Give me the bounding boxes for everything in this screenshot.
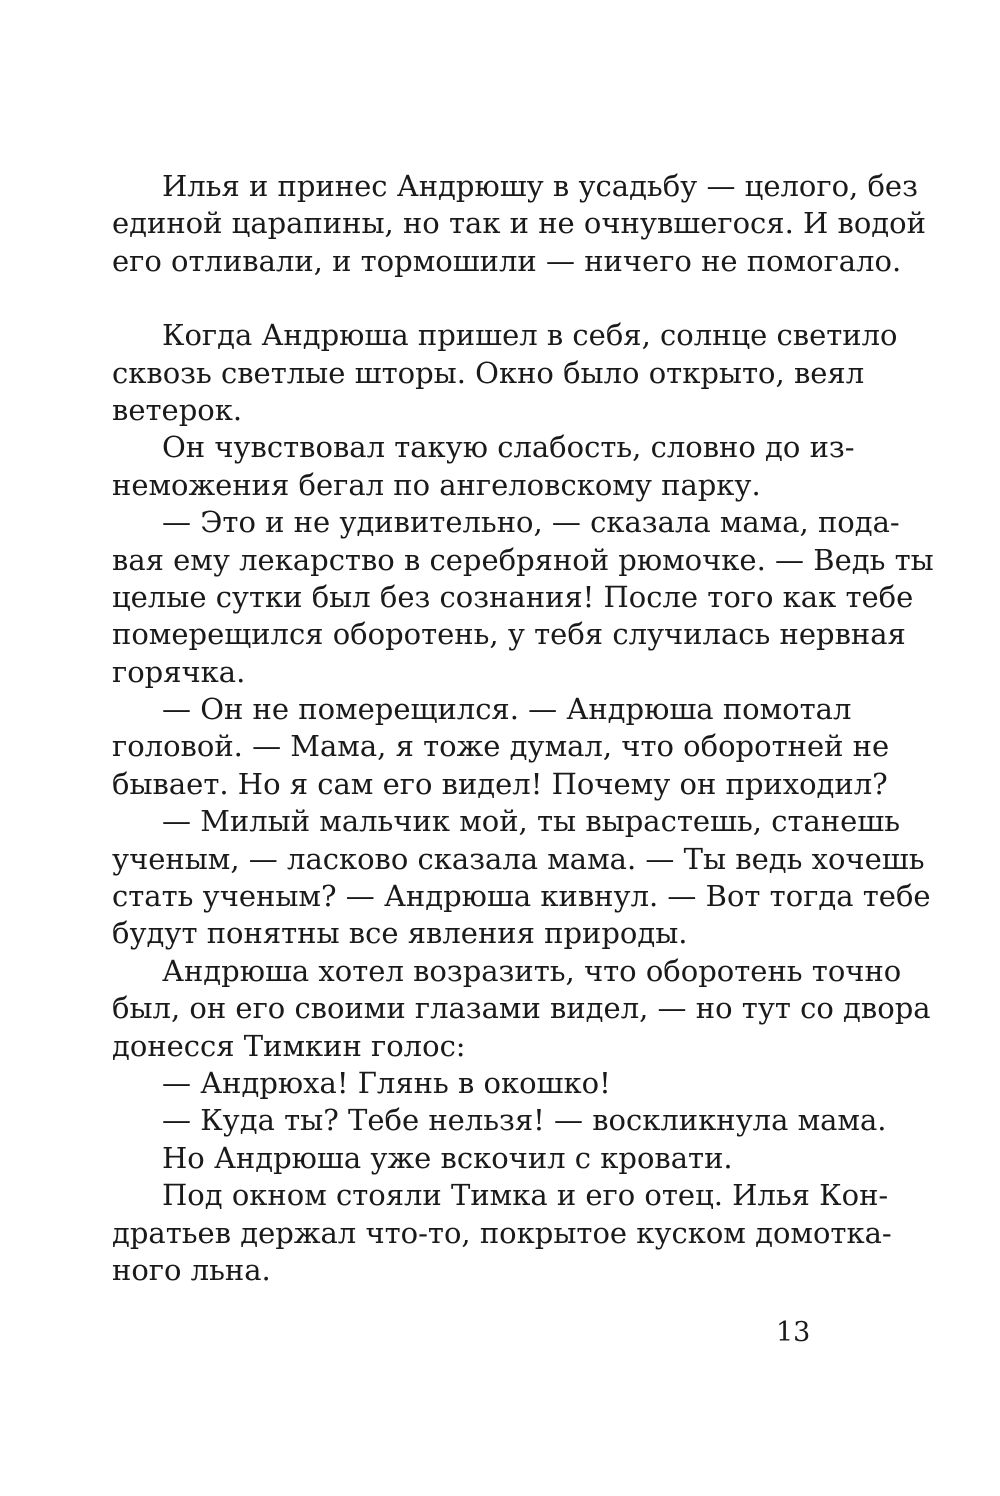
paragraph (112, 504, 934, 691)
text-line: головой. — Мама, я тоже думал, что оборотней не (112, 729, 890, 764)
text-line: — Милый мальчик мой, ты вырастешь, станешь (162, 804, 901, 839)
text-line: единой царапины, но так и не очнувшегося. И водой (112, 206, 926, 241)
text-line: дратьев держал что-то, покрытое куском домотка- (112, 1215, 892, 1250)
text-line: — Андрюха! Глянь в окошко! (162, 1065, 611, 1100)
paragraph (112, 691, 890, 803)
paragraph (112, 317, 898, 429)
text-line: будут понятны все явления природы. (112, 916, 688, 951)
paragraph (112, 1065, 812, 1102)
text-line: стать ученым? — Андрюша кивнул. — Вот тогда тебе (112, 879, 931, 914)
text-line: вая ему лекарство в серебряной рюмочке. — Ведь ты (112, 542, 934, 577)
text-line: Когда Андрюша пришел в себя, солнце светило (162, 318, 898, 353)
text-line: Но Андрюша уже вскочил с кровати. (162, 1140, 733, 1175)
text-line: Он чувствовал такую слабость, словно до из- (162, 430, 855, 465)
text-line: горячка. (112, 654, 246, 689)
text-line: его отливали, и тормошили — ничего не помогало. (112, 243, 902, 278)
text-line: — Это и не удивительно, — сказала мама, пода- (162, 505, 900, 540)
paragraph (112, 1102, 887, 1139)
paragraph (112, 168, 926, 280)
text-line: сквозь светлые шторы. Окно было открыто, веял (112, 355, 865, 390)
text-line: донесся Тимкин голос: (112, 1028, 466, 1063)
text-line: целые сутки был без сознания! После того как тебе (112, 579, 914, 614)
text-line: — Он не померещился. — Андрюша помотал (162, 692, 852, 727)
text-line: ного льна. (112, 1252, 271, 1287)
text-line: — Куда ты? Тебе нельзя! — воскликнула мама. (162, 1103, 887, 1138)
text-line: ученым, — ласково сказала мама. — Ты ведь хочешь (112, 841, 925, 876)
text-line: неможения бегал по ангеловскому парку. (112, 467, 761, 502)
paragraph (112, 429, 855, 504)
text-line: был, он его своими глазами видел, — но тут со двора (112, 991, 931, 1026)
paragraph (112, 1140, 812, 1177)
text-line: бывает. Но я сам его видел! Почему он приходил? (112, 766, 888, 801)
text-line: померещился оборотень, у тебя случилась нервная (112, 617, 906, 652)
text-line: Илья и принес Андрюшу в усадьбу — целого, без (162, 169, 918, 203)
section-break (112, 280, 812, 317)
paragraph (112, 803, 931, 953)
text-line: Андрюша хотел возразить, что оборотень точно (162, 953, 902, 988)
page-number: 13 (776, 1317, 811, 1348)
paragraph (112, 953, 931, 1065)
paragraph (112, 1177, 892, 1289)
text-line: Под окном стояли Тимка и его отец. Илья Кон- (162, 1178, 889, 1213)
text-line: ветерок. (112, 392, 243, 427)
page-body (112, 168, 934, 1289)
